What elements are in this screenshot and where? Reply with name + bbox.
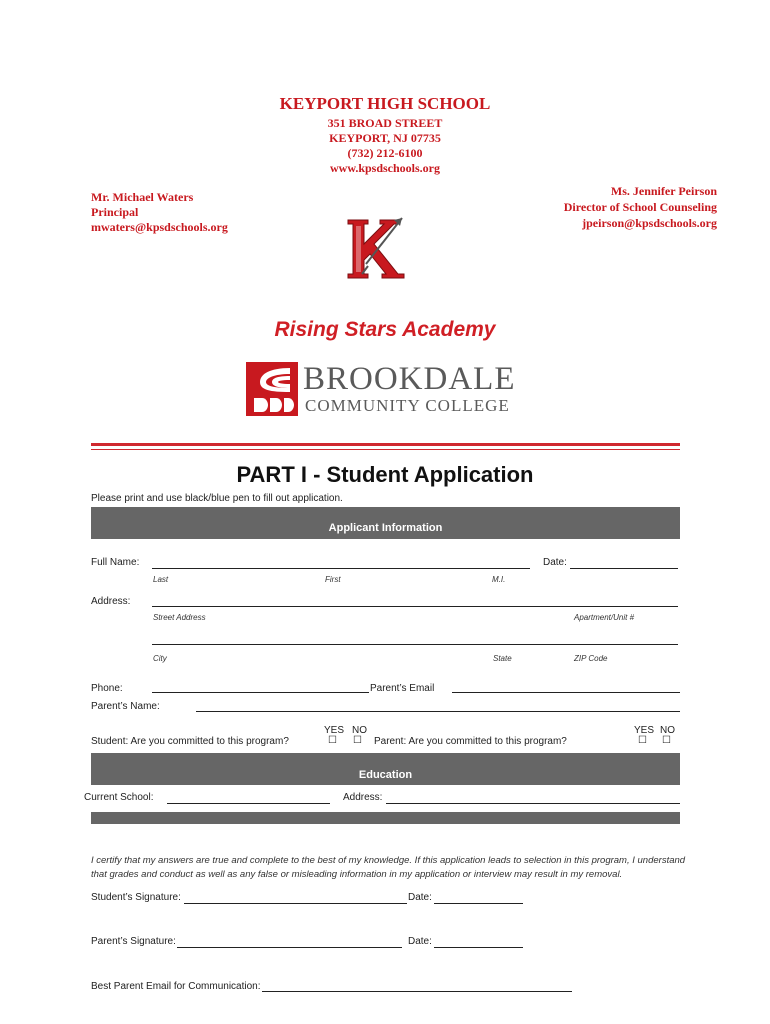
education-footer-bar bbox=[91, 812, 680, 824]
student-signature-label: Student’s Signature: bbox=[91, 892, 181, 903]
student-yes-checkbox[interactable]: ☐ bbox=[328, 735, 337, 746]
full-name-field[interactable] bbox=[152, 568, 530, 569]
street-address-field[interactable] bbox=[152, 606, 678, 607]
date-label: Date: bbox=[543, 557, 567, 568]
header-divider-thin bbox=[91, 449, 680, 450]
apartment-caption: Apartment/Unit # bbox=[574, 613, 635, 622]
student-signature-date-field[interactable] bbox=[434, 903, 523, 904]
zip-caption: ZIP Code bbox=[574, 654, 608, 663]
header-divider bbox=[91, 443, 680, 446]
parent-name-field[interactable] bbox=[196, 711, 680, 712]
parent-commit-label: Parent: Are you committed to this program? bbox=[374, 736, 567, 747]
certification-text: I certify that my answers are true and complete to the best of my knowledge. If this application leads to selection in this program, I understand that grades and conduct as well as any false or misleading information in my application or interview may result in my removal. bbox=[91, 855, 686, 880]
full-name-label: Full Name: bbox=[91, 557, 140, 568]
parent-email-field[interactable] bbox=[452, 692, 680, 693]
student-signature-date-label: Date: bbox=[408, 892, 432, 903]
parent-yes-heading: YES bbox=[634, 725, 655, 736]
school-city: KEYPORT, NJ 07735 bbox=[329, 131, 441, 145]
phone-label: Phone: bbox=[91, 683, 123, 694]
address-label: Address: bbox=[91, 596, 131, 607]
principal-email: mwaters@kpsdschools.org bbox=[91, 220, 228, 234]
parent-name-label: Parent’s Name: bbox=[91, 701, 160, 712]
school-phone: (732) 212-6100 bbox=[347, 146, 423, 160]
student-no-checkbox[interactable]: ☐ bbox=[353, 735, 362, 746]
state-caption: State bbox=[493, 654, 512, 663]
student-signature-field[interactable] bbox=[184, 903, 407, 904]
parent-no-checkbox[interactable]: ☐ bbox=[662, 735, 671, 746]
parent-email-comm-field[interactable] bbox=[262, 991, 572, 992]
form-instructions: Please print and use black/blue pen to fill out application. bbox=[91, 493, 343, 504]
principal-name: Mr. Michael Waters bbox=[91, 190, 194, 204]
school-website: www.kpsdschools.org bbox=[329, 161, 441, 175]
academy-title: Rising Stars Academy bbox=[274, 318, 496, 341]
counselor-name: Ms. Jennifer Peirson bbox=[610, 184, 717, 198]
parent-yes-checkbox[interactable]: ☐ bbox=[638, 735, 647, 746]
college-subtitle: COMMUNITY COLLEGE bbox=[305, 396, 510, 415]
counselor-title: Director of School Counseling bbox=[563, 200, 717, 214]
student-yes-heading: YES bbox=[324, 725, 345, 736]
student-no-heading: NO bbox=[352, 725, 367, 736]
school-name: KEYPORT HIGH SCHOOL bbox=[279, 94, 491, 113]
current-school-field[interactable] bbox=[167, 803, 330, 804]
school-street: 351 BROAD STREET bbox=[327, 116, 443, 130]
education-header: Education bbox=[91, 753, 680, 785]
first-name-caption: First bbox=[325, 575, 341, 584]
parent-signature-label: Parent’s Signature: bbox=[91, 936, 176, 947]
parent-email-label: Parent’s Email bbox=[370, 683, 435, 694]
parent-email-comm-label: Best Parent Email for Communication: bbox=[91, 981, 261, 992]
phone-field[interactable] bbox=[152, 692, 369, 693]
school-address-label: Address: bbox=[343, 792, 383, 803]
student-commit-label: Student: Are you committed to this program? bbox=[91, 736, 289, 747]
principal-title: Principal bbox=[91, 205, 139, 219]
middle-initial-caption: M.I. bbox=[492, 575, 506, 584]
date-field[interactable] bbox=[570, 568, 678, 569]
form-title: PART I - Student Application bbox=[236, 462, 534, 487]
street-address-caption: Street Address bbox=[153, 613, 206, 622]
applicant-info-header: Applicant Information bbox=[91, 507, 680, 539]
last-name-caption: Last bbox=[153, 575, 169, 584]
keyport-k-logo-icon bbox=[344, 214, 408, 282]
parent-signature-date-label: Date: bbox=[408, 936, 432, 947]
college-name: BROOKDALE bbox=[303, 361, 516, 397]
brookdale-logo-icon bbox=[246, 362, 298, 416]
parent-no-heading: NO bbox=[660, 725, 675, 736]
school-address-field[interactable] bbox=[386, 803, 680, 804]
city-state-zip-field[interactable] bbox=[152, 644, 678, 645]
parent-signature-date-field[interactable] bbox=[434, 947, 523, 948]
counselor-email: jpeirson@kpsdschools.org bbox=[582, 216, 717, 230]
parent-signature-field[interactable] bbox=[177, 947, 402, 948]
city-caption: City bbox=[153, 654, 167, 663]
current-school-label: Current School: bbox=[84, 792, 154, 803]
